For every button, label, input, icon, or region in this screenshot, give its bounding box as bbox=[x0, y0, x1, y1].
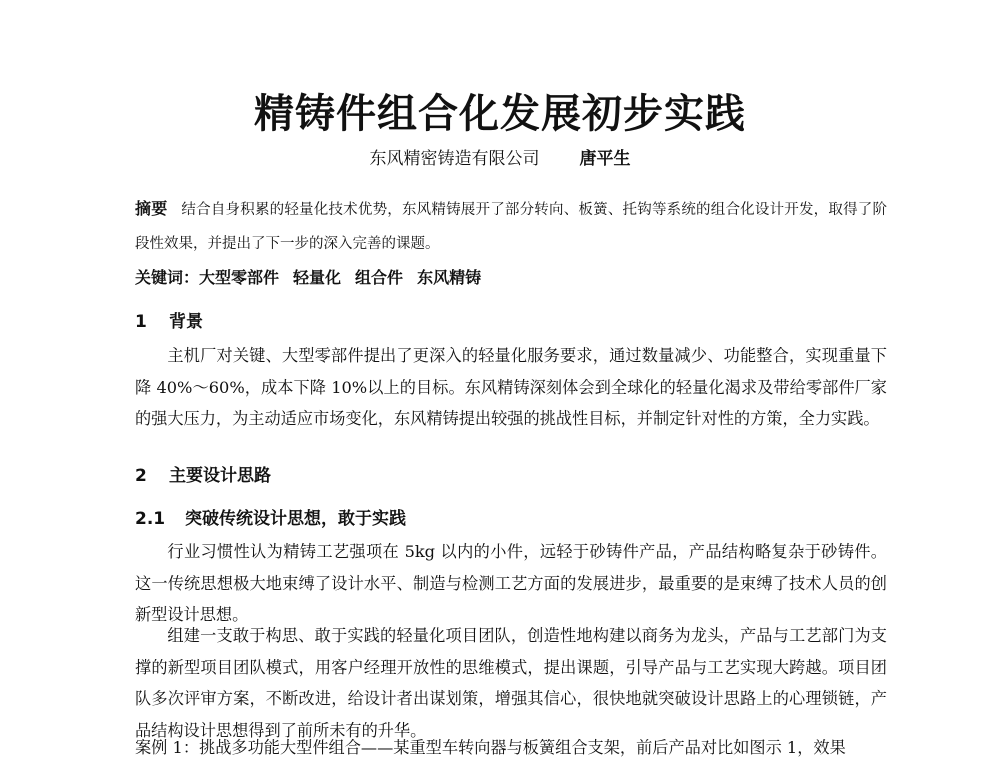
keyword-item: 轻量化 bbox=[293, 268, 342, 287]
byline bbox=[0, 147, 1000, 171]
section-heading-2-1 bbox=[135, 505, 406, 533]
keyword-item: 大型零部件 bbox=[199, 268, 280, 287]
case-1-line: 案例 1：挑战多功能大型件组合——某重型车转向器与板簧组合支架，前后产品对比如图示 1，效果 bbox=[135, 738, 846, 757]
section-number: 2.1 bbox=[135, 509, 166, 529]
author-organization: 东风精密铸造有限公司 bbox=[369, 149, 540, 169]
keyword-item: 组合件 bbox=[355, 268, 404, 287]
abstract-text: 结合自身积累的轻量化技术优势，东风精铸展开了部分转向、板簧、托钩等系统的组合化设计开发，取得了阶段性效果，并提出了下一步的深入完善的课题。 bbox=[135, 202, 887, 252]
section-title: 主要设计思路 bbox=[169, 466, 271, 486]
section-title: 背景 bbox=[169, 312, 203, 332]
section-title: 突破传统设计思想，敢于实践 bbox=[185, 509, 406, 529]
paper-title: 精铸件组合化发展初步实践 bbox=[254, 91, 746, 137]
abstract bbox=[135, 192, 887, 261]
section-number: 2 bbox=[135, 466, 147, 486]
keywords bbox=[135, 265, 495, 291]
section-heading-1 bbox=[135, 308, 203, 336]
keyword-item: 东风精铸 bbox=[417, 268, 482, 287]
keywords-label: 关键词： bbox=[135, 268, 200, 287]
section-2-1-paragraph-1: 行业习惯性认为精铸工艺强项在 5kg 以内的小件，远轻于砂铸件产品，产品结构略复杂于砂铸件。这一传统思想极大地束缚了设计水平、制造与检测工艺方面的发展进步，最重要的是束缚了技术人员的创新型设计思想。 bbox=[135, 542, 887, 624]
section-number: 1 bbox=[135, 312, 147, 332]
section-heading-2 bbox=[135, 462, 271, 490]
section-2-1-paragraph-2: 组建一支敢于构思、敢于实践的轻量化项目团队，创造性地构建以商务为龙头，产品与工艺部门为支撑的新型项目团队模式，用客户经理开放性的思维模式，提出课题，引导产品与工艺实现大跨越。项目团队多次评审方案，不断改进，给设计者出谋划策，增强其信心，很快地就突破设计思路上的心理锁链，产品结构设计思想得到了前所未有的升华。 bbox=[135, 626, 887, 740]
section-1-paragraph: 主机厂对关键、大型零部件提出了更深入的轻量化服务要求，通过数量减少、功能整合，实现重量下降 40%～60%，成本下降 10%以上的目标。东风精铸深刻体会到全球化的轻量化渴求及带给零部件厂家的强大压力，为主动适应市场变化，东风精铸提出较强的挑战性目标，并制定针对性的方策，全力实践。 bbox=[135, 346, 887, 428]
author-name: 唐平生 bbox=[579, 149, 631, 169]
abstract-label: 摘要 bbox=[135, 199, 168, 218]
